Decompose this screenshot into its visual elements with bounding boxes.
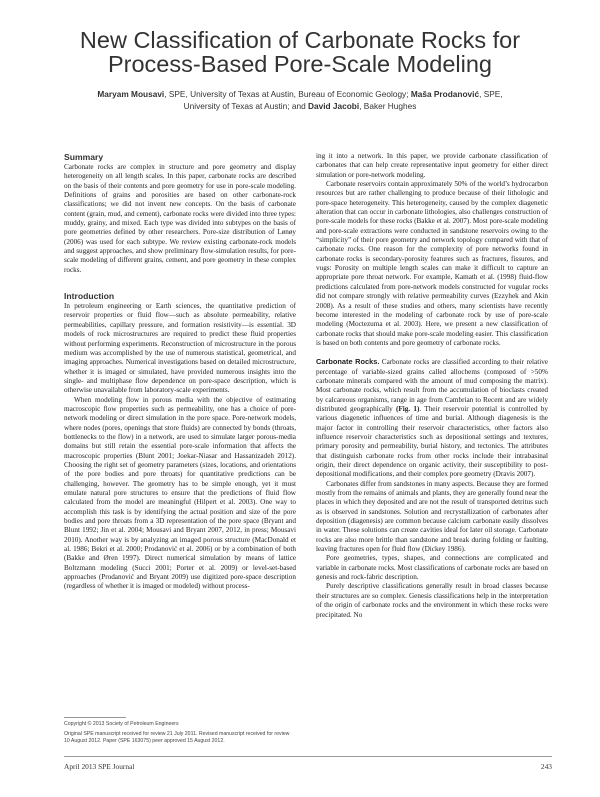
paragraph-text: Carbonate rocks are classified according to their relative percentage of variable-sized grains called allochems (composed of >50% carbonate minerals compared with the amount of mud composing the matrix). Most carbonate rocks, which result from the accumulation of bioclasts created by calcareous organisms, range in age from Cambrian to Recent and are widely distributed geographically [316, 358, 548, 413]
summary-text: Carbonate rocks are complex in structure and pore geometry and display heterogeneity on all length scales. In this paper, carbonate rocks are described on the basis of their contents and pore geometry for use in pore-scale modeling. Definitions of grains and porosities are based on other carbonate-rock classifications; we did not invent new concepts. On the basis of carbonate content (grain, mud, and cement), carbonate rocks were divided into three types: muddy, grainy, and mixed. Each type was divided into subtypes on the basis of pore geometries defined by other researchers. Pore-size distribution of Lønøy (2006) was used for each subtype. We review existing carbonate-rock models and suggest approaches, and show preliminary flow-simulation results, for pore-scale modeling of different grains, cement, and pore geometry in these complex rocks. [64, 163, 296, 274]
author-affiliation: , SPE, University of Texas at Austin, Bureau of Economic Geology; [164, 89, 411, 99]
copyright-line: Copyright © 2013 Society of Petroleum Engineers [64, 721, 179, 727]
figure-reference-link[interactable]: (Fig. 1) [395, 404, 420, 413]
title-line-1: New Classification of Carbonate Rocks for [79, 27, 521, 53]
copyright-footnote [64, 721, 296, 744]
intro-paragraph-2: When modeling flow in porous media with the objective of estimating macroscopic flow properties such as permeability, one has a choice of pore-network modeling or direct simulation in the pore space. Pore-network models, where nodes (pores, openings that store fluids) are connected by bonds (throats, bottlenecks to the flow) in a network, are used to simulate larger porous-media domains but still retain the essential pore-scale information that affects the macroscopic properties (Blunt 2001; Joekar-Niasar and Hassanizadeh 2012). Choosing the right set of geometry parameters (sizes, locations, and orientations of the pore bodies and pore throats) for quantitative predictions can be challenging, however. The geometry has to be simple enough, yet it must emulate natural pore structures to ensure that the predictions of fluid flow calculated from the model are meaningful (Hilpert et al. 2003). One way to accomplish this task is by identifying the actual position and size of the pore bodies and pore throats from a 3D representation of the pore space (Bryant and Blunt 1992; Jin et al. 2004; Mousavi and Bryant 2007, 2012, in press; Mousavi 2010). Another way is by analyzing an imaged porous structure (MacDonald et al. 1986; Bekri et al. 2000; Prodanović et al. 2006) or by a combination of both (Bakke and Øren 1997). Direct numerical simulation by means of lattice Boltzmann modeling (Succi 2001; Porter et al. 2009) or level-set-based approaches (Prodanović and Bryant 2009) use digitized pore-space description (regardless of whether it is imaged or modeled) without process- [64, 395, 296, 591]
paper-title [30, 28, 570, 76]
right-paragraph-2: Carbonate reservoirs contain approximately 50% of the world’s hydrocarbon resources but are rather challenging to produce because of their lithologic and pore-space heterogeneity. This heterogeneity, caused by the complex diagenetic alteration that can occur in carbonate lithologies, also challenges construction of pore-scale models for these rocks (Bakke et al. 2007). Most pore-scale modeling and pore-scale extractions were conducted in sandstone reservoirs owing to the “simplicity” of their pore geometry and network topology compared with that of carbonate rocks. One reason for the complexity of pore networks found in carbonate rocks is secondary-porosity features such as fractures, fissures, and vugs: Porosity on multiple length scales can make it difficult to capture an appropriate pore throat network. For example, Kamath et al. (1998) fluid-flow predictions calculated from pore-network models constructed for vugular rocks did not compare strongly with relative permeability curves (Ezzyhek and Akin 2008). As a result of these studies and others, many scientists have recently become interested in the modeling of carbonate rock by use of pore-scale modeling (Moctezuma et al. 2003). Here, we present a new classification of carbonate rocks that should make pore-scale modeling easier. This classification is based on both contents and pore geometry of carbonate rocks. [316, 180, 548, 347]
right-paragraph-1: ing it into a network. In this paper, we provide carbonate classification of carbonates that can help create representative input geometry for either direct simulation or pore-network modeling. [316, 152, 548, 179]
author-affiliation: , Baker Hughes [359, 101, 417, 111]
author-line-1 [40, 88, 560, 100]
introduction-heading: Introduction [64, 291, 115, 302]
summary-heading: Summary [64, 152, 104, 162]
paragraph-text: . Their reservoir potential is controlled by various diagenetic influences of time and burial. Although diagenesis is the major factor in controlling their reservoir characteristics, other factors also influence reservoir characteristics such as depositional settings and textures, primary porosity and permeability, burial history, and tectonics. The attributes that distinguish carbonate rocks from other rocks include their intrabasinal origin, their direct dependence on organic activity, their susceptibility to post-depositional modifications, and their complex pore geometry (Dravis 2007). [316, 404, 548, 479]
author-name: Maša Prodanović [410, 89, 480, 99]
subsection-heading: Carbonate Rocks. [316, 357, 380, 367]
author-list [40, 88, 560, 112]
author-name: Maryam Mousavi [97, 89, 165, 99]
manuscript-history: Original SPE manuscript received for review 21 July 2011. Revised manuscript received for review 10 August 2012. Paper (SPE 163075) peer approved 15 August 2012. [64, 730, 290, 744]
right-column [316, 152, 548, 620]
title-line-2: Process-Based Pore-Scale Modeling [107, 51, 493, 77]
journal-footer: April 2013 SPE Journal [64, 762, 135, 771]
footnote-divider [64, 717, 126, 718]
right-paragraph-5: Pore geometries, types, shapes, and connections are complicated and variable in carbonate rocks. Most classifications of carbonate rocks are based on genesis and rock-fabric description. [316, 554, 548, 582]
left-column [64, 152, 296, 592]
author-name: David Jacobi [308, 101, 360, 111]
author-affiliation: , SPE, [479, 89, 503, 99]
page-number: 243 [540, 762, 552, 771]
carbonate-rocks-paragraph [316, 357, 548, 479]
right-paragraph-4: Carbonates differ from sandstones in many aspects. Because they are formed mostly from the remains of animals and plants, they are generally found near the places in which they deposited and are not the result of transported detritus such as is observed in sandstones. Solution and recrystallization of carbonates after deposition (diagenesis) are common because calcium carbonate easily dissolves in water. These solutions can create cavities ideal for later oil storage. Carbonate rocks are also more brittle than sandstone and break during folding or faulting, leaving fractures open for fluid flow (Dickey 1986). [316, 479, 548, 554]
right-paragraph-6: Purely descriptive classifications generally result in broad classes because their structures are so complex. Genesis classifications help in the interpretation of the origin of carbonate rocks and the environment in which these rocks were precipitated. No [316, 582, 548, 619]
footer-divider [64, 756, 552, 757]
author-affiliation: University of Texas at Austin; and [183, 101, 308, 111]
intro-paragraph-1: In petroleum engineering or Earth sciences, the quantitative prediction of reservoir properties or fluid flow—such as absolute permeability, relative permeabilities, capillary pressure, and formation resistivity—is essential. 3D models of rock microstructures are required to predict these fluid properties without performing experiments. Reconstruction of microstructure in the porous medium was accomplished by the use of numerous statistical, geometrical, and imaging approaches. Numerical investigations based on detailed microstructure, whether it is imaged or simulated, have provided numerous insights into the single- and multiphase flow dependence on pore-space description, which is otherwise unavailable from laboratory-scale experiments. [64, 302, 296, 395]
author-line-2 [40, 100, 560, 112]
